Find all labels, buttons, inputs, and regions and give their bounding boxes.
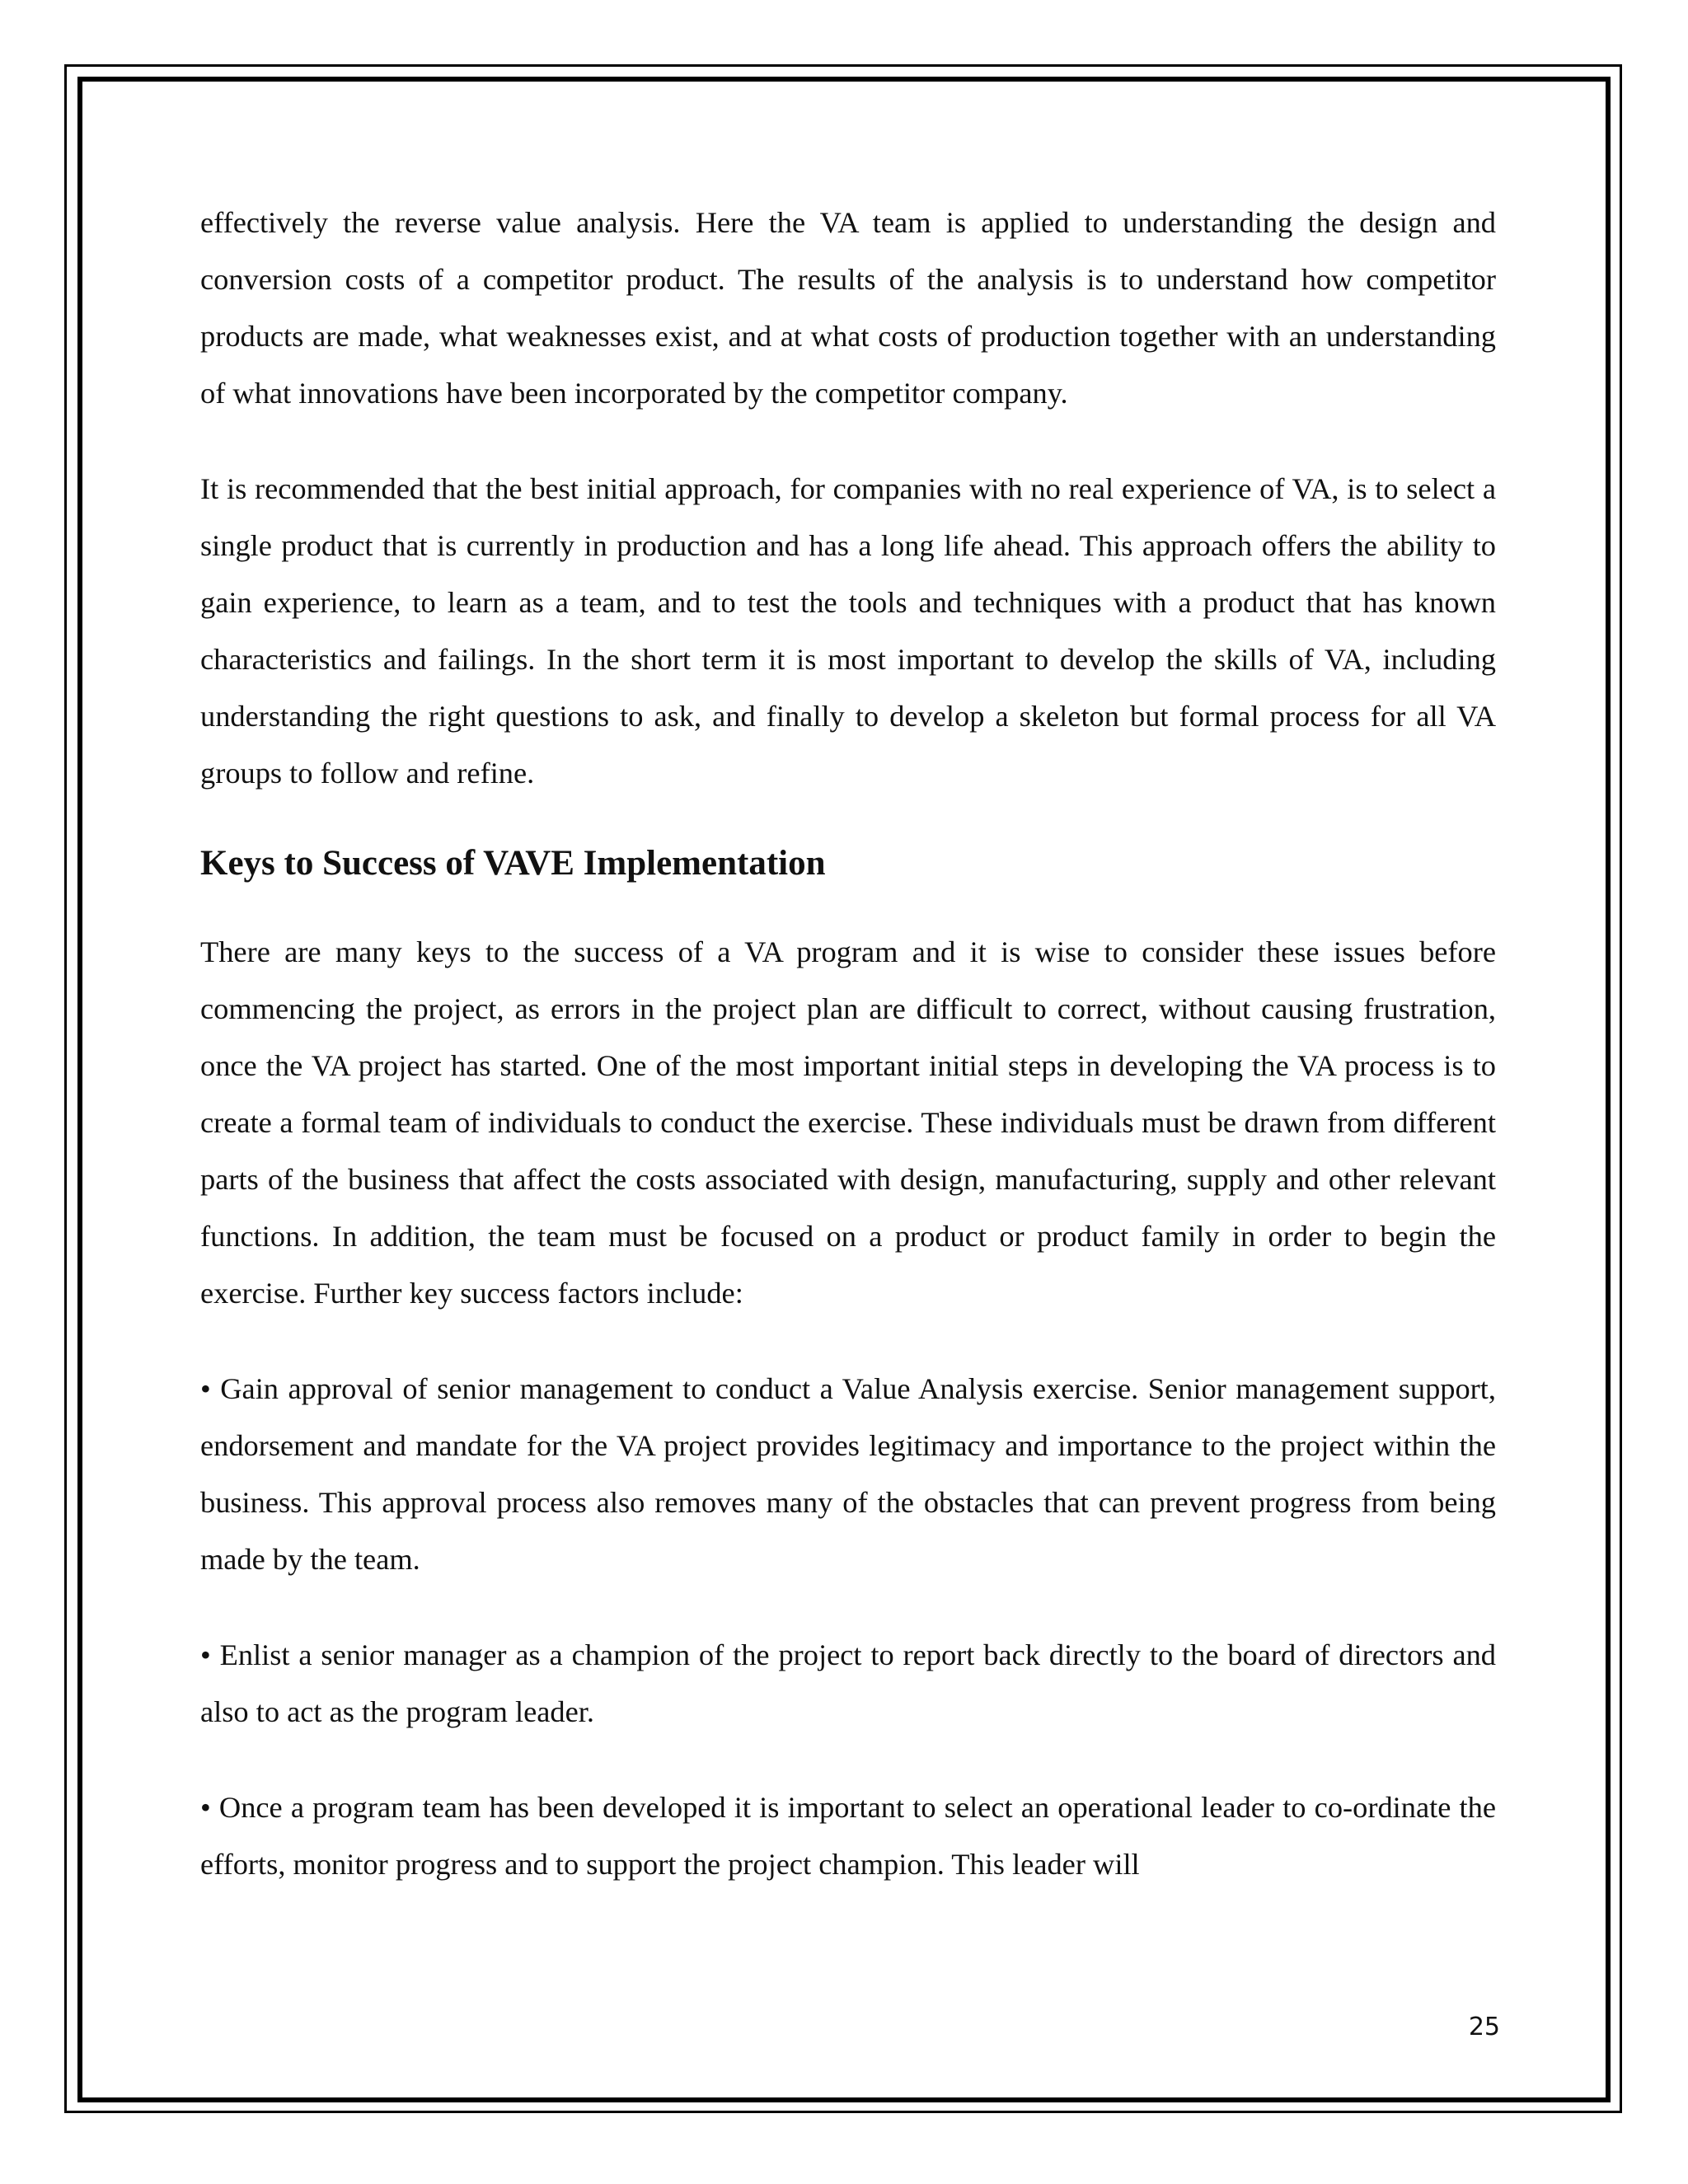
page-number: 25: [1468, 2013, 1500, 2041]
bullet-senior-management-approval: • Gain approval of senior management to conduct a Value Analysis exercise. Senior management support, endorsement and mandate for the VA project provides legitimacy and importance to the project within the business. This approval process also removes many of the obstacles that can prevent progress from being made by the team.: [200, 1372, 1496, 1576]
page-body: [200, 194, 1496, 1932]
paragraph-initial-approach: It is recommended that the best initial approach, for companies with no real experience of VA, is to select a single product that is currently in production and has a long life ahead. This approach offers the ability to gain experience, to learn as a team, and to test the tools and techniques with a product that has known characteristics and failings. In the short term it is most important to develop the skills of VA, including understanding the right questions to ask, and finally to develop a skeleton but formal process for all VA groups to follow and refine.: [200, 472, 1496, 790]
section-heading: Keys to Success of VAVE Implementation: [200, 844, 826, 883]
bullet-senior-manager-champion: • Enlist a senior manager as a champion of the project to report back directly to the board of directors and also to act as the program leader.: [200, 1638, 1496, 1728]
bullet-operational-leader: • Once a program team has been developed it is important to select an operational leader to co-ordinate the efforts, monitor progress and to support the project champion. This leader will: [200, 1791, 1496, 1881]
paragraph-reverse-value-analysis: effectively the reverse value analysis. Here the VA team is applied to understanding the design and conversion costs of a competitor product. The results of the analysis is to understand how competitor products are made, what weaknesses exist, and at what costs of production together with an understanding of what innovations have been incorporated by the competitor company.: [200, 206, 1496, 410]
paragraph-keys-to-success: There are many keys to the success of a VA program and it is wise to consider these issues before commencing the project, as errors in the project plan are difficult to correct, without causing frustration, once the VA project has started. One of the most important initial steps in developing the VA process is to create a formal team of individuals to conduct the exercise. These individuals must be drawn from different parts of the business that affect the costs associated with design, manufacturing, supply and other relevant functions. In addition, the team must be focused on a product or product family in order to begin the exercise. Further key success factors include:: [200, 935, 1496, 1310]
